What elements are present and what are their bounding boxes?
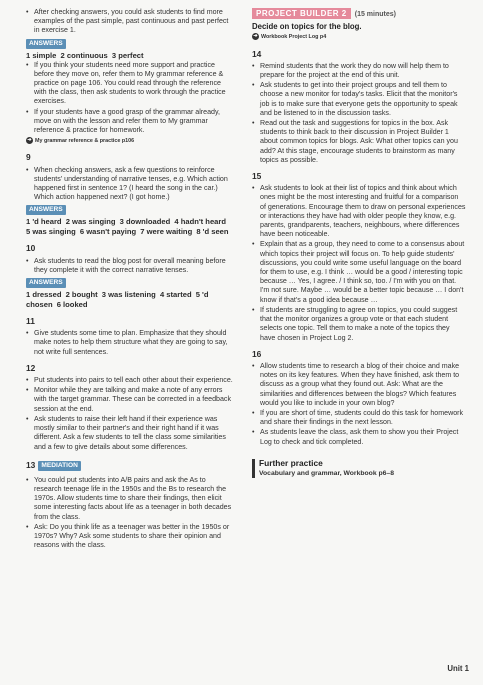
- answer-item: 5 was singing: [26, 227, 76, 237]
- answers-block: [26, 290, 234, 310]
- bullets-a: [26, 61, 234, 136]
- list-item: • If students are struggling to agree on topics, you could suggest that the monitor organizes a group vote or that each student selects one topic. Tell them to make a note of the topics they have chosen in Project Log 2.: [252, 306, 466, 343]
- answer-item: 2 bought: [65, 290, 98, 300]
- list-item: • Give students some time to plan. Emphasize that they should make notes to help them structure what they are going to say, not write full sentences.: [26, 329, 234, 357]
- page-footer: Unit 1: [447, 664, 469, 673]
- answer-item: 1 simple: [26, 50, 57, 60]
- list-item: • If your students have a good grasp of the grammar already, move on with the lesson and refer them to My grammar reference & practice for homework.: [26, 108, 234, 136]
- answer-item: 1 dressed: [26, 290, 62, 300]
- further-practice-subtitle: Vocabulary and grammar, Workbook p6–8: [259, 469, 394, 477]
- section-number: 11: [26, 316, 35, 327]
- project-builder-header: [252, 8, 466, 19]
- section-11-list: [26, 329, 234, 357]
- answer-item: 1 'd heard: [26, 217, 62, 227]
- section-14-list: [252, 62, 466, 165]
- list-item: • Ask: Do you think life as a teenager was better in the 1950s or 1970s? Why? Ask some students to share their opinion and reasons with the class.: [26, 523, 234, 551]
- accent-bar: [252, 459, 255, 478]
- project-builder-badge: PROJECT BUILDER 2: [252, 8, 351, 19]
- answers-tag: ANSWERS: [26, 205, 66, 215]
- ref-label: My grammar reference & practice p106: [35, 138, 135, 145]
- intro-list: [26, 8, 234, 36]
- section-number: 15: [252, 171, 262, 182]
- answer-item: 8 'd seen: [196, 227, 229, 237]
- answer-item: 5 'd chosen: [26, 290, 209, 310]
- further-practice-title: Further practice: [259, 457, 323, 468]
- list-item: • Ask students to raise their left hand if their experience was mostly similar to their partner's and their right hand if it was different. Ask a few students to tell the class some similarities and a few to give details about some differences.: [26, 415, 234, 452]
- duration-label: (15 minutes): [354, 11, 396, 18]
- list-item: • Explain that as a group, they need to come to a consensus about which topics their project will focus on. To help guide students' discussions, you could write some useful language on the board for them to use, e.g. I think … would be a good / interesting topic because … Yes, I agree. / I think so, too. / I'm with you on that. I'm not sure. Maybe … would be a better topic because … I don't know if that's a good idea because …: [252, 240, 466, 304]
- section-12-list: [26, 376, 234, 452]
- section-number: 16: [252, 348, 262, 359]
- arrow-icon: ➔: [27, 137, 32, 144]
- list-item: • Allow students time to research a blog of their choice and make notes on its key features. When they have finished, ask them to discuss as a group what they found out. Ask: What are the similarities and differences between the blogs? Which features would you like to include in your own blog?: [252, 362, 466, 408]
- workbook-reference-link[interactable]: [252, 33, 466, 42]
- section-13-list: [26, 476, 234, 551]
- right-column: [252, 8, 466, 478]
- list-item: • Ask students to look at their list of topics and think about which ones might be the most interesting and fruitful for a comparison of generations. Encourage them to draw on personal experiences or interactions they have had with older people they know, e.g. parents, grandparents, teachers, neighbours, where differences have been noticeable.: [252, 184, 466, 239]
- section-number: 14: [252, 48, 262, 59]
- answer-item: 2 continuous: [60, 50, 108, 60]
- answer-item: 6 wasn't paying: [79, 227, 137, 237]
- answers-tag: ANSWERS: [26, 39, 66, 49]
- section-number: 12: [26, 362, 36, 373]
- list-item: • If you are short of time, students could do this task for homework and share their findings in the next lesson.: [252, 409, 466, 427]
- further-practice-box: [252, 459, 466, 478]
- answer-item: 3 was listening: [101, 290, 156, 300]
- list-item: • Put students into pairs to tell each other about their experience.: [26, 376, 234, 385]
- answer-item: 6 looked: [56, 300, 88, 310]
- grammar-reference-link[interactable]: [26, 137, 234, 146]
- list-item: • Monitor while they are talking and make a note of any errors with the target grammar. These can be corrected in a feedback session at the end.: [26, 386, 234, 414]
- section-number: 9: [26, 152, 31, 163]
- answer-item: 2 was singing: [65, 217, 116, 227]
- ref-label: Workbook Project Log p4: [261, 34, 327, 41]
- mediation-tag: MEDIATION: [38, 461, 81, 471]
- project-builder-subtitle: Decide on topics for the blog.: [252, 22, 362, 32]
- list-item: • Ask students to get into their project groups and tell them to choose a new monitor for today's tasks. Elicit that the monitor's job is to make sure that everyone gets the opportunity to speak and be listened to in the discussion tasks.: [252, 81, 466, 118]
- arrow-icon: ➔: [253, 33, 258, 40]
- section-10-list: [26, 257, 234, 275]
- answer-item: 3 downloaded: [119, 217, 171, 227]
- list-item: • You could put students into A/B pairs and ask the As to research teenage life in the 1950s and the Bs to research the 1970s. Allow students time to share their findings, then elicit some interesting facts about life as a teenager in both decades from the class.: [26, 476, 234, 522]
- list-item: • Read out the task and suggestions for topics in the box. Ask students to think back to their discussion in Project Builder 1 about common topics for blogs. Ask: What other topics can you add? At this stage, encourage students to brainstorm as many topics as possible.: [252, 119, 466, 165]
- answer-item: 7 were waiting: [140, 227, 193, 237]
- section-number: 10: [26, 243, 36, 254]
- section-13-header: [26, 459, 234, 473]
- section-number: 13: [26, 460, 36, 471]
- section-9-list: [26, 166, 234, 203]
- answer-item: 4 started: [159, 290, 192, 300]
- list-item: • If you think your students need more support and practice before they move on, refer them to My grammar reference & practice on page 106. You could read through the reference with the class, then ask students to work through the practice exercises.: [26, 61, 234, 107]
- section-16-list: [252, 362, 466, 447]
- list-item: • Remind students that the work they do now will help them to prepare for the project at the end of this unit.: [252, 62, 466, 80]
- section-15-list: [252, 184, 466, 342]
- answers-block: [26, 51, 234, 61]
- left-column: [26, 8, 234, 551]
- answers-tag: ANSWERS: [26, 278, 66, 288]
- list-item: • As students leave the class, ask them to show you their Project Log to check and tick completed.: [252, 428, 466, 446]
- list-item: • Ask students to read the blog post for overall meaning before they complete it with the correct narrative tenses.: [26, 257, 234, 275]
- list-item: • After checking answers, you could ask students to find more examples of the past simple, past continuous and past perfect in exercise 1.: [26, 8, 234, 36]
- list-item: • When checking answers, ask a few questions to reinforce students' understanding of narrative tenses, e.g. Which action happened first in sentence 1? (I heard the song in the car.) Which action happened next? (I got home.): [26, 166, 234, 203]
- answers-block: [26, 217, 234, 237]
- answer-item: 3 perfect: [111, 50, 144, 60]
- answer-item: 4 hadn't heard: [174, 217, 226, 227]
